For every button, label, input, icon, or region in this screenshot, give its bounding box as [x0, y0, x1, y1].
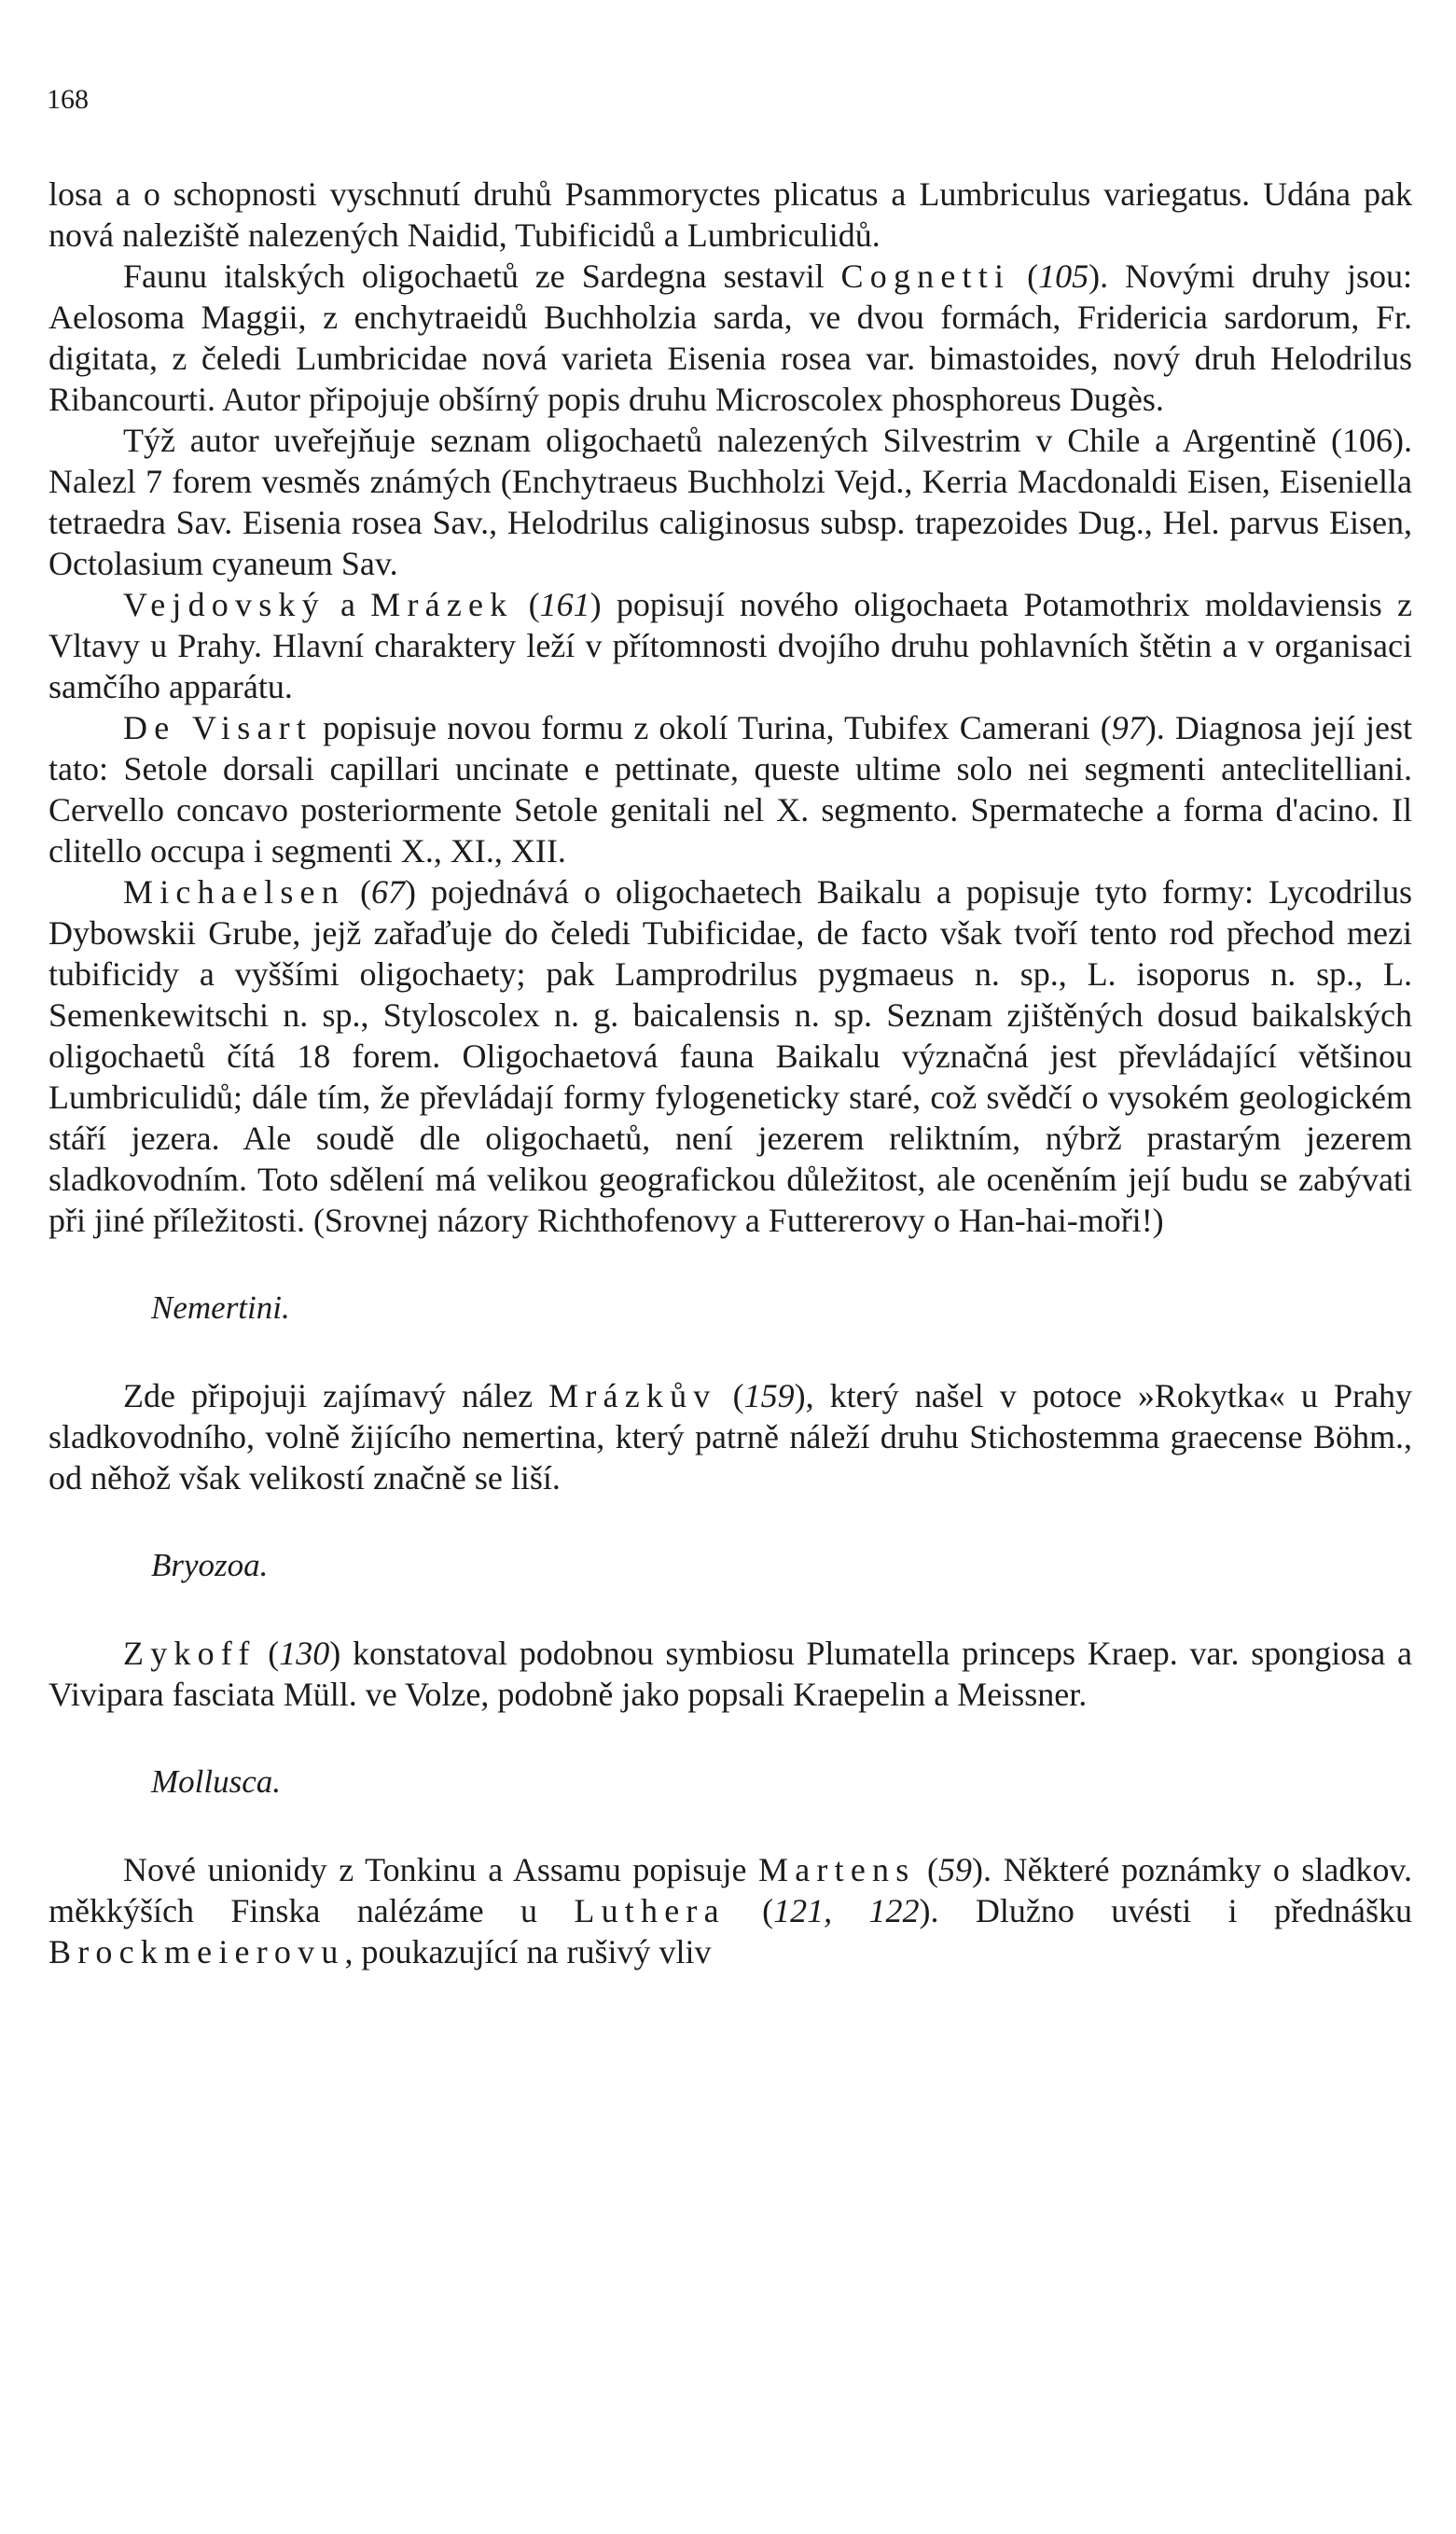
text-run: ( [256, 1635, 280, 1672]
section-heading: Bryozoa. [151, 1547, 269, 1583]
text-run: Týž autor uveřejňuje seznam oligochaetů nalezených Silvestrim v Chile a Argentině (106). Nalezl 7 forem vesměs známých (Enchytraeus Buchholzi Vejd., Kerria Macdonaldi Eisen, Eiseniella tetraedra Sav. Eisenia rosea Sav., Helodrilus caliginosus subsp. trapezoides Dug., Hel. parvus Eisen, Octolasium cyaneum Sav. [49, 422, 1412, 582]
reference-number: 161 [539, 586, 590, 623]
author-name: Michaelsen [123, 873, 345, 911]
text-run: ). Novými druhy jsou: Aelosoma Maggii, z enchytraeidů Buchholzia sarda, ve dvou formách, Fridericia sardorum, Fr. digitata, z čeledi Lumbricidae nová varieta Eisenia rosea var. bimastoides, nový druh Helodrilus Ribancourti. Autor připojuje obšírný popis druhu Microscolex phosphoreus Dugès. [49, 258, 1412, 418]
paragraph [49, 584, 1412, 707]
text-run: losa a o schopnosti vyschnutí druhů Psammoryctes plicatus a Lumbriculus variegatus. Udána pak nová naleziště nalezených Naidid, Tubificidů a Lumbriculidů. [49, 175, 1412, 254]
reference-number: 59 [938, 1851, 973, 1888]
text-run: ( [344, 873, 371, 911]
paragraph [49, 256, 1412, 420]
text-run: ) popisují nového oligochaeta Potamothrix moldaviensis z Vltavy u Prahy. Hlavní charaktery leží v přítomnosti dvojího druhu pohlavních štětin a v organisaci samčího apparátu. [49, 586, 1412, 705]
author-name: De Visart [123, 709, 313, 746]
paragraph [49, 871, 1412, 1241]
author-name: Vejdovský [123, 586, 326, 623]
author-name: Mrázkův [548, 1377, 717, 1414]
text-run: ), který našel v potoce »Rokytka« u Prahy sladkovodního, volně žijícího nemertina, který patrně náleží druhu Stichostemma graecense Böhm., od něhož však velikostí značně se liší. [49, 1377, 1412, 1497]
paragraph [49, 1849, 1412, 1972]
reference-number: 67 [370, 873, 405, 911]
page-number: 168 [47, 84, 89, 115]
text-run: ( [513, 586, 540, 623]
text-run: ). Diagnosa její jest tato: Setole dorsali capillari uncinate e pettinate, queste ultime solo nei segmenti anteclitelliani. Cervello concavo posteriormente Setole genitali nel X. segmento. Spermateche a forma d'acino. Il clitello occupa i segmenti X., XI., XII. [49, 709, 1412, 870]
text-run: ). Dlužno uvésti i přednášku [919, 1892, 1412, 1929]
paragraph [49, 707, 1412, 871]
text-run: popisuje novou formu z okolí Turina, Tubifex Camerani ( [312, 709, 1112, 746]
reference-number: 121, 122 [773, 1892, 920, 1929]
text-run: Nové unionidy z Tonkinu a Assamu popisuje [123, 1851, 759, 1888]
paragraph [49, 1633, 1412, 1715]
text-run: Zde připojuji zajímavý nález [123, 1377, 549, 1414]
author-name: Cognetti [840, 258, 1011, 295]
reference-number: 159 [743, 1377, 795, 1414]
text-run: , poukazující na rušivý vliv [344, 1933, 712, 1970]
section-heading: Mollusca. [151, 1763, 282, 1800]
text-run: ( [716, 1377, 744, 1414]
text-run: a [325, 586, 371, 623]
text-run: ) konstatoval podobnou symbiosu Plumatella princeps Kraep. var. spongiosa a Vivipara fasciata Müll. ve Volze, podobně jako popsali Kraepelin a Meissner. [49, 1635, 1412, 1713]
author-name: Luthera [574, 1892, 726, 1929]
reference-number: 130 [279, 1635, 330, 1672]
paragraph [49, 420, 1412, 584]
section-heading: Nemertini. [151, 1289, 290, 1326]
text-run: ( [725, 1892, 774, 1929]
reference-number: 105 [1038, 258, 1089, 295]
text-run: Faunu italských oligochaetů ze Sardegna sestavil [123, 258, 841, 295]
author-name: Martens [758, 1851, 916, 1888]
page-body [49, 174, 1412, 1972]
author-name: Brockmeierovu [49, 1933, 345, 1970]
text-run: ). Některé poznámky o sladkov. měkkýších Finska nalézáme u [49, 1851, 1412, 1929]
reference-number: 97 [1111, 709, 1145, 746]
paragraph [49, 1375, 1412, 1498]
paragraph [49, 174, 1412, 256]
author-name: Zykoff [123, 1635, 257, 1672]
text-run: ( [1010, 258, 1039, 295]
text-run: ( [915, 1851, 939, 1888]
author-name: Mrázek [370, 586, 514, 623]
text-run: ) pojednává o oligochaetech Baikalu a popisuje tyto formy: Lycodrilus Dybowskii Grube, jejž zařaďuje do čeledi Tubificidae, de facto však tvoří tento rod přechod mezi tubificidy a vyššími oligochaety; pak Lamprodrilus pygmaeus n. sp., L. isoporus n. sp., L. Semenkewitschi n. sp., Styloscolex n. g. baicalensis n. sp. Seznam zjištěných dosud baikalských oligochaetů čítá 18 forem. Oligochaetová fauna Baikalu význačná jest převládající většinou Lumbriculidů; dále tím, že převládají formy fylogeneticky staré, což svědčí o vysokém geologickém stáří jezera. Ale soudě dle oligochaetů, není jezerem reliktním, nýbrž prastarým jezerem sladkovodním. Toto sdělení má velikou geografickou důležitost, ale oceněním její budu se zabývati při jiné příležitosti. (Srovnej názory Richthofenovy a Futtererovy o Han-hai-moři!) [49, 873, 1412, 1239]
